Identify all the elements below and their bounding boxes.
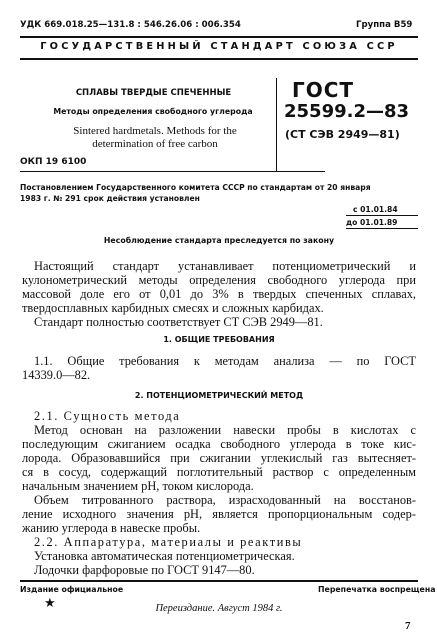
method-para-line-3: лорода. Образовавшийся при сжигании углекислый газ вытесняет-	[22, 451, 416, 465]
validity-date-from-underline	[346, 215, 418, 216]
intro-line-1: Настоящий стандарт устанавливает потенциометрический и	[34, 259, 416, 273]
page-number: 7	[405, 620, 411, 632]
star-mark: ★	[44, 595, 56, 610]
title-en-line2: determination of free carbon	[92, 138, 218, 150]
header-rule-top	[20, 36, 418, 38]
validity-date-from: с 01.01.84	[353, 205, 398, 214]
footer-rule	[20, 580, 418, 582]
section-1-item-line-2: 14339.0—82.	[22, 368, 91, 382]
title-ru: СПЛАВЫ ТВЕРДЫЕ СПЕЧЕННЫЕ	[75, 88, 232, 98]
gost-label: ГОСТ	[292, 78, 355, 102]
decree-line-2: 1983 г. № 291 срок действия установлен	[20, 194, 200, 203]
validity-date-to-underline	[346, 228, 418, 229]
reissue-note: Переиздание. Август 1984 г.	[155, 603, 283, 614]
decree-line-1: Постановлением Государственного комитета СССР по стандартам от 20 января	[20, 183, 371, 192]
okp-code: ОКП 19 6100	[20, 157, 87, 167]
equipment-line-1: Установка автоматическая потенциометрическая.	[34, 549, 295, 563]
method-para-line-2: последующим сжиганием осадка свободного углерода в токе кис-	[22, 437, 416, 451]
official-edition-label: Издание официальное	[20, 585, 124, 594]
header-rule-bottom	[20, 58, 418, 60]
titration-para-line-3: жанию углерода в навеске пробы.	[22, 521, 201, 535]
intro-line-4: твердосплавных карбидных смесях и сложных карбидах.	[22, 301, 324, 315]
section-1-title: 1. ОБЩИЕ ТРЕБОВАНИЯ	[163, 335, 275, 344]
compliance-warning: Несоблюдение стандарта преследуется по закону	[103, 236, 335, 245]
intro-line-2: кулонометрический методы определения свободного углерода при	[22, 273, 416, 287]
equipment-line-2: Лодочки фарфоровые по ГОСТ 9147—80.	[34, 563, 255, 577]
subsection-2-2-title: 2.2. Аппаратура, материалы и реактивы	[34, 535, 303, 549]
method-para-line-1: Метод основан на разложении навески пробы в кислотах с	[34, 423, 416, 437]
group-code: Группа В59	[356, 20, 413, 30]
udk-code: УДК 669.018.25—131.8 : 546.26.06 : 006.354	[20, 20, 241, 30]
st-sev-number: (СТ СЭВ 2949—81)	[285, 128, 400, 141]
subsection-2-1-title: 2.1. Сущность метода	[34, 409, 181, 423]
section-2-title: 2. ПОТЕНЦИОМЕТРИЧЕСКИЙ МЕТОД	[134, 391, 304, 400]
intro-line-5: Стандарт полностью соответствует СТ СЭВ 2949—81.	[34, 315, 323, 329]
titration-para-line-2: ление исходного значения pH, является пропорциональным содер-	[22, 507, 416, 521]
title-divider	[20, 171, 325, 172]
state-standard-heading: ГОСУДАРСТВЕННЫЙ СТАНДАРТ СОЮЗА ССР	[40, 41, 398, 52]
validity-date-to: до 01.01.89	[346, 218, 398, 227]
method-para-line-5: начальным значением pH, током кислорода.	[22, 479, 254, 493]
reprint-prohibited-label: Перепечатка воспрещена	[318, 585, 436, 594]
section-1-item-line-1: 1.1. Общие требования к методам анализа — по ГОСТ	[34, 354, 416, 368]
title-en-line1: Sintered hardmetals. Methods for the	[73, 125, 237, 137]
subtitle-ru: Методы определения свободного углерода	[53, 107, 253, 116]
titration-para-line-1: Объем титрованного раствора, израсходованный на восстанов-	[34, 493, 416, 507]
method-para-line-4: ся в сосуд, содержащий поглотительный раствор с определенным	[22, 465, 416, 479]
gost-number: 25599.2—83	[284, 101, 410, 122]
title-vertical-divider	[276, 78, 277, 171]
intro-line-3: массовой доле его от 0,01 до 3% в твердых спеченных сплавах,	[22, 287, 416, 301]
